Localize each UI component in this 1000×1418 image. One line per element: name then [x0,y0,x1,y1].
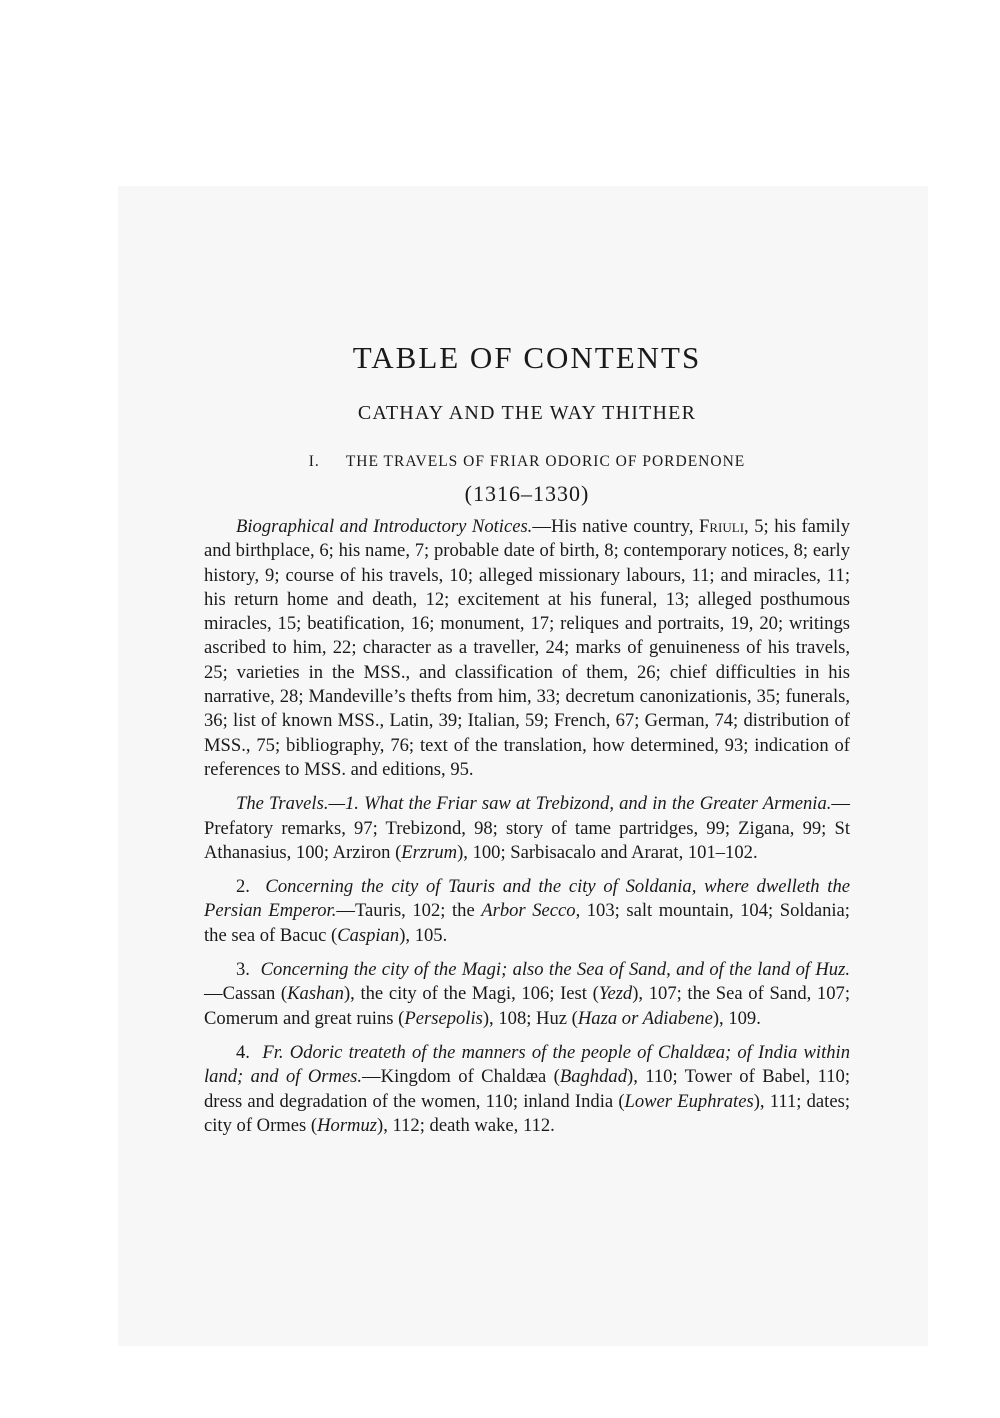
section-dates: (1316–1330) [464,481,590,506]
page-title: TABLE OF CONTENTS [352,340,702,375]
toc-content [204,340,850,1148]
paragraph-text: ), 112; death wake, 112. [377,1114,555,1136]
italic-term: Hormuz [317,1114,378,1136]
italic-term: Caspian [337,924,400,946]
paragraph-lead: Biographical and Introductory Notices. [236,516,533,537]
section-title: THE TRAVELS OF FRIAR ODORIC OF PORDENONE [345,453,746,470]
paragraph-text: ), 109. [712,1007,761,1029]
paragraph-text: —Prefatory remarks, 97; Trebizond, 98; story of tame partridges, 99; Zigana, 99; St Athanasius, 100; Arziron ( [204,793,850,863]
paragraph-number: 2. [236,876,250,898]
paragraph-lead: Concerning the city of Tauris and the city of Soldania, where dwelleth the Persian Emperor. [204,876,851,922]
paragraph-text: , 103; salt mountain, 104; Soldania; the sea of Bacuc ( [204,900,850,946]
paragraph-text: ), the city of the Magi, 106; Iest ( [343,983,599,1005]
italic-term: Erzrum [401,841,458,863]
paragraph-text: —Tauris, 102; the [336,900,482,922]
toc-paragraph-biography [204,515,850,782]
paragraph-number: 3. [236,959,250,981]
italic-term: Kashan [287,983,344,1005]
paragraph-text: ), 110; Tower of Babel, 110; dress and degradation of the women, 110; inland India ( [204,1066,850,1112]
toc-paragraph-4 [204,1041,850,1138]
paragraph-text: —Cassan ( [204,983,288,1005]
italic-term: Haza or Adiabene [577,1007,713,1029]
paragraph-lead: Fr. Odoric treateth of the manners of the people of Chaldæa; of India within land; and of Ormes. [204,1041,851,1088]
italic-term: Persepolis [404,1007,483,1029]
paragraph-text: ), 108; Huz ( [482,1007,578,1029]
paragraph-text: —His native country, [532,516,700,537]
toc-paragraph-3 [204,958,850,1031]
paragraph-text: , 5; his family and birthplace, 6; his name, 7; probable date of birth, 8; contemporary notices, 8; early history, 9; course of his travels, 10; alleged missionary labours, 11; and miracles, 11; his return home and death, 12; excitement at his funeral, 13; alleged posthumous miracles, 15; beatification, 16; monument, 17; reliques and portraits, 19, 20; writings ascribed to him, 22; character as a traveller, 24; marks of genuineness of his travels, 25; varieties in the MSS., and classification of them, 26; chief difficulties in his narrative, 28; Mandeville’s thefts from him, 33; decretum canonizationis, 35; funerals, 36; list of known MSS., Latin, 39; Italian, 59; French, 67; German, 74; distribution of MSS., 75; bibliography, 76; text of the translation, how determined, 93; indication of references to MSS. and editions, 95. [204,516,850,780]
paragraph-text: ), 100; Sarbisacalo and Ararat, 101–102. [457,841,758,863]
paragraph-text: ), 105. [399,924,448,946]
italic-term: Lower Euphrates [624,1090,754,1112]
italic-term: Yezd [598,983,633,1005]
paragraph-number: 4. [236,1041,250,1063]
italic-term: Baghdad [559,1066,627,1088]
section-number: I. [308,453,320,470]
book-subtitle: CATHAY AND THE WAY THITHER [357,402,697,424]
toc-paragraph-2 [204,875,850,948]
paragraph-lead: Concerning the city of the Magi; also the Sea of Sand, and of the land of Huz. [260,959,850,981]
toc-paragraph-travels-1 [204,792,850,865]
section-heading [204,453,850,471]
place-name: Friuli [699,516,745,537]
italic-term: Arbor Secco [481,900,576,922]
paragraph-text: ), 111; dates; city of Ormes ( [204,1090,850,1136]
paragraph-text: ), 107; the Sea of Sand, 107; Comerum and great ruins ( [204,983,850,1029]
paragraph-text: —Kingdom of Chaldæa ( [362,1066,560,1088]
paragraph-lead: The Travels.—1. What the Friar saw at Trebizond, and in the Greater Armenia. [236,793,832,815]
